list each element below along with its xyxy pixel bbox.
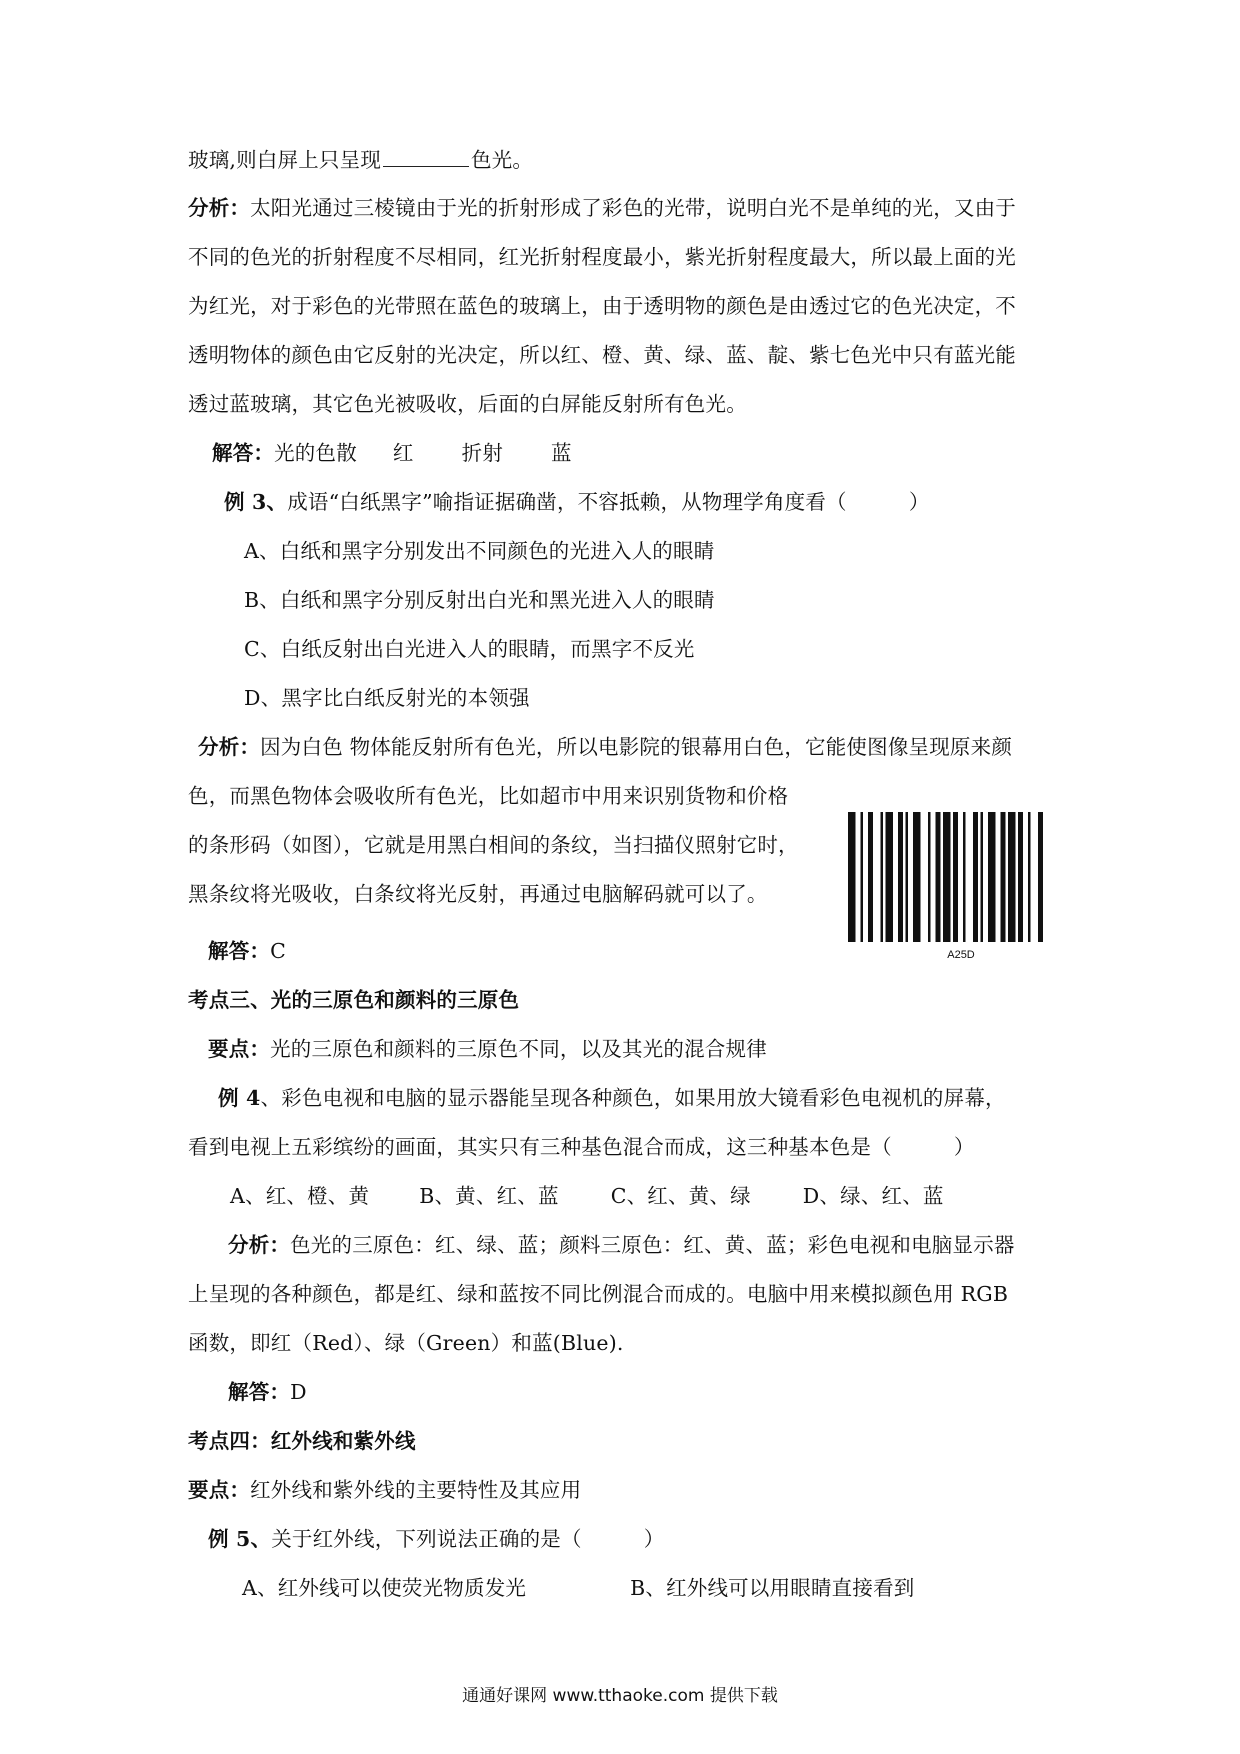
- answer-label: 解答：: [208, 939, 271, 963]
- analysis4-line1: [228, 1231, 1015, 1259]
- barcode-bar: [936, 812, 941, 942]
- barcode-caption: A25D: [947, 949, 975, 961]
- barcode-bar: [1028, 812, 1031, 942]
- analysis3-line2: 色，而黑色物体会吸收所有色光，比如超市中用来识别货物和价格: [188, 784, 789, 808]
- barcode-bar: [861, 812, 864, 942]
- barcode-bar: [848, 812, 856, 942]
- example-label: 例 4: [218, 1086, 261, 1110]
- option-b: B、黄、红、蓝: [419, 1184, 559, 1208]
- example5-question: [208, 1525, 665, 1553]
- page-footer: 通通好课网 www.tthaoke.com 提供下载: [462, 1686, 778, 1706]
- barcode-bar: [898, 812, 903, 942]
- analysis-label: 分析：: [198, 735, 261, 759]
- barcode-bar: [906, 812, 909, 942]
- analysis1-line4: 透明物体的颜色由它反射的光决定，所以红、橙、黄、绿、蓝、靛、紫七色光中只有蓝光能: [188, 343, 1016, 367]
- answer-item: 光的色散: [274, 441, 357, 465]
- barcode-bar: [988, 812, 996, 942]
- analysis4-line3: 函数，即红（Red）、绿（Green）和蓝(Blue).: [188, 1331, 624, 1355]
- answer1-line: [212, 439, 572, 467]
- barcode-bar: [928, 812, 931, 942]
- analysis3-line4: 黑条纹将光吸收，白条纹将光反射，再通过电脑解码就可以了。: [188, 882, 768, 906]
- analysis-text: 因为白色 物体能反射所有色光，所以电影院的银幕用白色，它能使图像呈现原来颜: [260, 735, 1013, 759]
- example-label: 例 5、: [208, 1527, 272, 1551]
- analysis1-line5: 透过蓝玻璃，其它色光被吸收，后面的白屏能反射所有色光。: [188, 392, 747, 416]
- example4-line2: 看到电视上五彩缤纷的画面，其实只有三种基色混合而成，这三种基本色是（ ）: [188, 1135, 975, 1159]
- example3-option-c: C、白纸反射出白光进入人的眼睛，而黑字不反光: [244, 637, 695, 661]
- analysis-label: 分析：: [228, 1233, 291, 1257]
- example3-option-b: B、白纸和黑字分别反射出白光和黑光进入人的眼睛: [244, 588, 715, 612]
- barcode-bar: [953, 812, 958, 942]
- point-label: 要点：: [208, 1037, 271, 1061]
- example-text: 关于红外线，下列说法正确的是（ ）: [271, 1527, 665, 1551]
- example-label: 例 3、: [224, 490, 288, 514]
- barcode-bar: [1038, 812, 1043, 942]
- barcode-bar: [886, 812, 894, 942]
- answer-item: 折射: [461, 441, 504, 465]
- point3-line: [208, 1035, 767, 1063]
- answer-item: 蓝: [551, 441, 572, 465]
- barcode-bar: [913, 812, 921, 942]
- example4-line1: [218, 1084, 1006, 1112]
- barcode-bar: [1018, 812, 1023, 942]
- answer-blank: [383, 146, 469, 167]
- answer4-line: [228, 1378, 307, 1406]
- option-b: B、红外线可以用眼睛直接看到: [630, 1576, 915, 1600]
- example-text: 、彩色电视和电脑的显示器能呈现各种颜色，如果用放大镜看彩色电视机的屏幕，: [260, 1086, 1006, 1110]
- barcode-bar: [881, 812, 884, 942]
- barcode-bar: [981, 812, 984, 942]
- answer-label: 解答：: [212, 441, 275, 465]
- barcode-bar: [868, 812, 873, 942]
- example5-options: [242, 1574, 914, 1602]
- point-text: 光的三原色和颜料的三原色不同，以及其光的混合规律: [270, 1037, 767, 1061]
- example4-options: [230, 1182, 944, 1210]
- answer-item: 红: [392, 441, 414, 465]
- barcode-bar: [1001, 812, 1006, 942]
- answer-value: D: [290, 1380, 307, 1404]
- example3-option-d: D、黑字比白纸反射光的本领强: [244, 686, 530, 710]
- question-line: [188, 146, 533, 174]
- example3-option-a: A、白纸和黑字分别发出不同颜色的光进入人的眼睛: [244, 539, 715, 563]
- example3-question: [224, 488, 930, 516]
- option-a: A、红外线可以使荧光物质发光: [242, 1576, 527, 1600]
- point-label: 要点：: [188, 1478, 251, 1502]
- option-d: D、绿、红、蓝: [802, 1184, 944, 1208]
- analysis3-line3: 的条形码（如图），它就是用黑白相间的条纹，当扫描仪照射它时，: [188, 833, 799, 857]
- analysis1-line2: 不同的色光的折射程度不尽相同，红光折射程度最小，紫光折射程度最大，所以最上面的光: [188, 245, 1016, 269]
- analysis-text: 太阳光通过三棱镜由于光的折射形成了彩色的光带，说明白光不是单纯的光，又由于: [250, 196, 1017, 220]
- option-c: C、红、黄、绿: [610, 1184, 751, 1208]
- example-text: 成语“白纸黑字”喻指证据确凿，不容抵赖，从物理学角度看（ ）: [287, 490, 930, 514]
- answer-value: C: [270, 939, 286, 963]
- answer-label: 解答：: [228, 1380, 291, 1404]
- barcode-bar: [963, 812, 966, 942]
- analysis3-line1: [198, 733, 1012, 761]
- answer3-line: [208, 937, 286, 965]
- line-text: 玻璃,则白屏上只呈现: [188, 148, 382, 172]
- line-text: 色光。: [471, 148, 534, 172]
- point-text: 红外线和紫外线的主要特性及其应用: [250, 1478, 582, 1502]
- section3-title: 考点三、光的三原色和颜料的三原色: [188, 988, 520, 1012]
- barcode-bar: [943, 812, 951, 942]
- analysis4-line2: 上呈现的各种颜色，都是红、绿和蓝按不同比例混合而成的。电脑中用来模拟颜色用 RGB: [188, 1282, 1009, 1306]
- point4-line: [188, 1476, 581, 1504]
- analysis-text: 色光的三原色：红、绿、蓝；颜料三原色：红、黄、蓝；彩色电视和电脑显示器: [290, 1233, 1015, 1257]
- analysis-label: 分析：: [188, 196, 251, 220]
- barcode-bars: [848, 812, 1043, 942]
- option-a: A、红、橙、黄: [230, 1184, 370, 1208]
- barcode-bar: [973, 812, 978, 942]
- analysis1-line1: [188, 194, 1016, 222]
- barcode-bar: [1008, 812, 1016, 942]
- analysis1-line3: 为红光，对于彩色的光带照在蓝色的玻璃上，由于透明物的颜色是由透过它的色光决定，不: [188, 294, 1016, 318]
- section4-title: 考点四：红外线和紫外线: [188, 1429, 416, 1453]
- barcode-image: [848, 812, 1074, 962]
